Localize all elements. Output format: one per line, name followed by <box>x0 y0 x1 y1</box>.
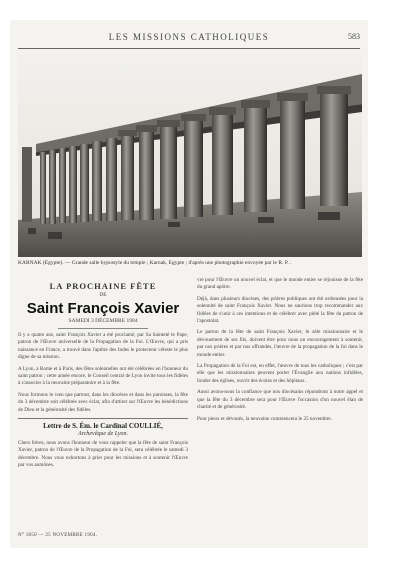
article-dateline: SAMEDI 3 DÉCEMBRE 1904 <box>68 318 138 324</box>
header-rule <box>18 48 360 49</box>
article-title: Saint François Xavier <box>26 300 180 317</box>
right-column <box>197 277 363 427</box>
letter-title: Lettre de S. Ém. le Cardinal COULLIÉ, <box>43 422 163 431</box>
journal-title: LES MISSIONS CATHOLIQUES <box>108 32 270 42</box>
article-kicker: LA PROCHAINE FÊTE <box>49 281 157 291</box>
left-column <box>18 275 188 474</box>
article-paragraph: A Lyon, à Rome et à Paris, des fêtes solennelles ont été célébrées en l'honneur du saint patron ; cette année encore, le Conseil central de Lyon invite tous les fidèles à s'associer à la neuvaine préparatoire et à la fête. <box>18 365 188 387</box>
running-head <box>18 32 360 46</box>
letter-section <box>18 418 188 470</box>
article-paragraph: Il y a quatre ans, saint François Xavier a été proclamé, par Sa Sainteté le Pape, patron de l'Œuvre universelle de la Propagation de la Foi. L'Œuvre, qui a pris naissance en France, a trouvé dans l'apôtre des Indes le protecteur céleste le plus digne de sa mission. <box>18 332 188 361</box>
article-kicker-de: DE <box>99 292 107 298</box>
temple-columns-illustration <box>18 52 362 257</box>
magazine-page <box>10 20 368 548</box>
photo-caption: KARNAK (Égypte). — Grande salle hypostyle du temple ; Karnak, Égypte ; d'après une photographie envoyée par le R. P. . <box>18 260 292 266</box>
issue-footer: N° 1850 — 25 NOVEMBRE 1904. <box>18 533 98 538</box>
right-paragraph: Le patron de la fête de saint François Xavier, le zèle missionnaire et le dévouement de ses fils, doivent être pour nous un encouragement à soutenir, par nos prières et par nos offrandes, l'œuvre de la propagation de la foi dans le monde entier. <box>197 329 363 358</box>
article-paragraph: Nous formons le vœu que partout, dans les diocèses et dans les paroisses, la fête du 3 décembre soit célébrée avec éclat, afin d'attirer sur l'Œuvre les bénédictions de Dieu et la générosité des fidèles. <box>18 391 188 413</box>
right-paragraph: La Propagation de la Foi est, en effet, l'œuvre de tous les catholiques ; c'est par elle que les missionnaires peuvent porter l'Évangile aux nations infidèles, fonder des églises, ouvrir des écoles et des hôpitaux. <box>197 363 363 384</box>
right-paragraph: vre pour l'Œuvre un nouvel éclat, et que le monde entier se réjouisse de la fête du grand apôtre. <box>197 277 363 291</box>
right-paragraph: Pour pieux et dévoués, la neuvaine commencera le 25 novembre. <box>197 415 332 422</box>
letter-paragraph: Chers frères, nous avons l'honneur de vous rappeler que la fête de saint François Xavier, patron de l'Œuvre de la Propagation de la Foi, sera célébrée le samedi 3 décembre. Nous vous exhortons à prier pour les missions et à soutenir l'Œuvre par vos aumônes. <box>18 440 188 469</box>
title-rule <box>58 328 148 329</box>
temple-photograph <box>18 52 362 257</box>
right-paragraph: Aussi avons-nous la confiance que nos diocésains répondront à notre appel et que la fête du 3 décembre sera pour l'Œuvre l'occasion d'un nouvel élan de charité et de générosité. <box>197 389 363 411</box>
right-paragraph: Déjà, dans plusieurs diocèses, des prières publiques ont été ordonnées pour la solennité de saint François Xavier. Nous ne saurions trop recommander aux fidèles de s'unir à ces intentions et de célébrer avec piété la fête du patron de l'apostolat. <box>197 295 363 325</box>
page-number: 583 <box>348 32 360 41</box>
letter-subtitle: Archevêque de Lyon. <box>77 431 129 438</box>
